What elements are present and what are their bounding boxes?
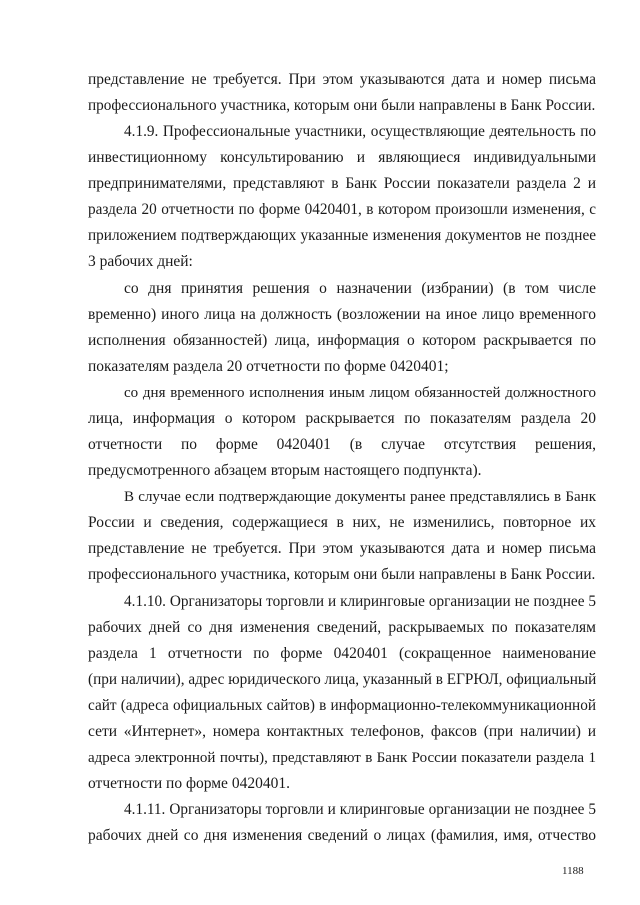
text-line: предусмотренного абзацем вторым настоящего подпункта). xyxy=(88,462,482,479)
text-line: раздела 1 отчетности по форме 0420401 (сокращенное наименование xyxy=(88,645,596,662)
text-line: рабочих дней со дня изменения сведений, раскрываемых по показателям xyxy=(88,619,596,636)
text-line: раздела 20 отчетности по форме 0420401, в котором произошли изменения, с xyxy=(88,201,596,218)
text-line: адреса электронной почты), представляют в Банк России показатели раздела 1 xyxy=(88,750,596,766)
text-line: сети «Интернет», номера контактных телефонов, факсов (при наличии) и xyxy=(88,723,596,740)
text-line: (при наличии), адрес юридического лица, указанный в ЕГРЮЛ, официальный xyxy=(88,671,597,688)
text-line: 3 рабочих дней: xyxy=(88,253,193,270)
text-line: профессионального участника, которым они были направлены в Банк России. xyxy=(88,97,596,114)
text-line: исполнения обязанностей) лица, информация о котором раскрывается по xyxy=(88,332,596,349)
text-line: представление не требуется. При этом указываются дата и номер письма xyxy=(88,540,596,557)
text-line: России и сведения, содержащиеся в них, не изменились, повторное их xyxy=(88,514,596,531)
text-line: временно) иного лица на должность (возложении на иное лицо временного xyxy=(88,306,596,323)
text-line: В случае если подтверждающие документы ранее представлялись в Банк xyxy=(124,489,596,505)
text-line: приложением подтверждающих указанные изменения документов не позднее xyxy=(88,227,596,244)
text-line: профессионального участника, которым они были направлены в Банк России. xyxy=(88,566,596,583)
text-line: 4.1.10. Организаторы торговли и клиринговые организации не позднее 5 xyxy=(124,593,596,610)
text-line: предпринимателями, представляют в Банк России показатели раздела 2 и xyxy=(88,175,596,192)
text-line: инвестиционному консультированию и являющиеся индивидуальными xyxy=(88,149,596,166)
text-line: лица, информация о котором раскрывается по показателям раздела 20 xyxy=(88,410,596,427)
text-line: представление не требуется. При этом указываются дата и номер письма xyxy=(88,71,596,88)
text-line: показателям раздела 20 отчетности по форме 0420401; xyxy=(88,358,449,375)
text-line: сайт (адреса официальных сайтов) в информационно-телекоммуникационной xyxy=(88,697,596,714)
text-line: со дня временного исполнения иным лицом обязанностей должностного xyxy=(124,385,596,401)
text-line: отчетности по форме 0420401 (в случае отсутствия решения, xyxy=(88,436,596,453)
text-line: со дня принятия решения о назначении (избрании) (в том числе xyxy=(124,280,596,297)
text-line: рабочих дней со дня изменения сведений о лицах (фамилия, имя, отчество xyxy=(88,827,596,844)
text-line: 4.1.9. Профессиональные участники, осуществляющие деятельность по xyxy=(124,123,596,140)
text-line: отчетности по форме 0420401. xyxy=(88,775,290,792)
page-number: 1188 xyxy=(562,865,584,877)
text-line: 4.1.11. Организаторы торговли и клиринговые организации не позднее 5 xyxy=(124,801,596,818)
